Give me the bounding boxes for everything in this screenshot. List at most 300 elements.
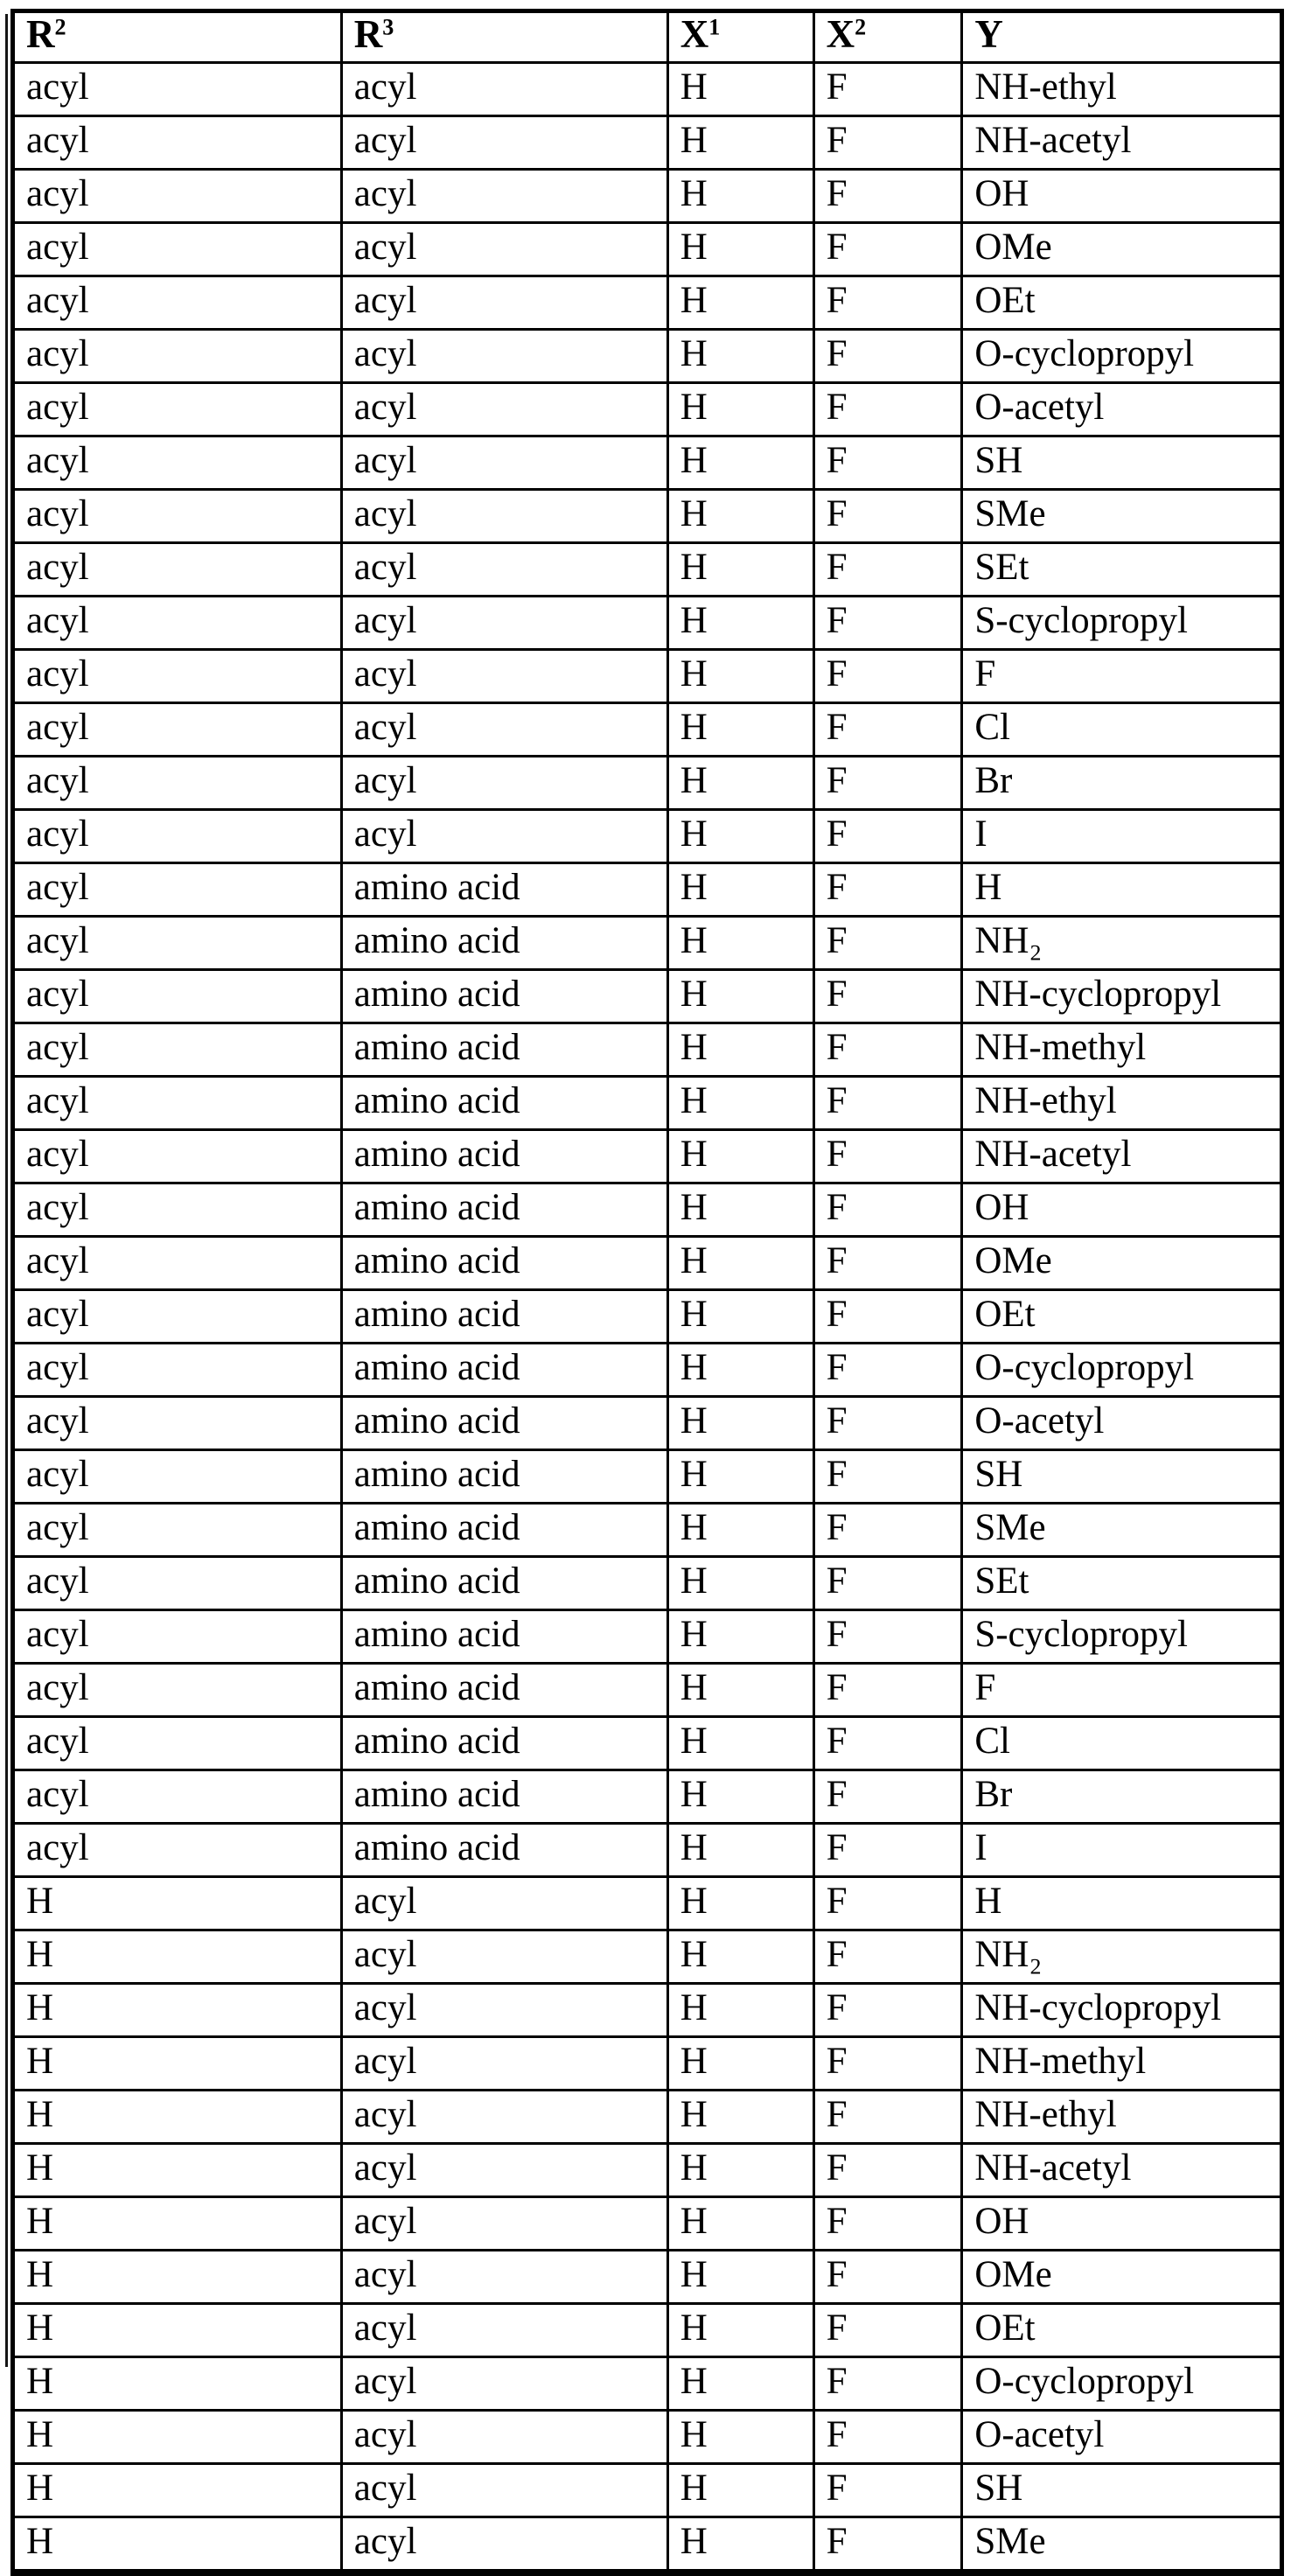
cell-x1: H bbox=[667, 1824, 813, 1877]
cell-y: SH bbox=[962, 1450, 1282, 1504]
table-row bbox=[13, 2517, 1282, 2573]
cell-r3: amino acid bbox=[341, 1397, 667, 1450]
table-row bbox=[13, 1344, 1282, 1397]
cell-x1: H bbox=[667, 2464, 813, 2517]
cell-y: I bbox=[962, 810, 1282, 863]
cell-x1: H bbox=[667, 1504, 813, 1557]
cell-r3: acyl bbox=[341, 543, 667, 597]
cell-x1: H bbox=[667, 2357, 813, 2411]
cell-r3: acyl bbox=[341, 2357, 667, 2411]
table-row bbox=[13, 1237, 1282, 1290]
cell-r3: acyl bbox=[341, 276, 667, 330]
cell-r2: acyl bbox=[13, 650, 342, 703]
cell-r2: H bbox=[13, 2091, 342, 2144]
cell-x2: F bbox=[813, 2037, 962, 2091]
cell-y: SH bbox=[962, 436, 1282, 490]
cell-r2: H bbox=[13, 2411, 342, 2464]
table-row bbox=[13, 1183, 1282, 1237]
cell-y: SMe bbox=[962, 2517, 1282, 2573]
cell-y: F bbox=[962, 650, 1282, 703]
cell-x2: F bbox=[813, 2411, 962, 2464]
cell-r2: acyl bbox=[13, 543, 342, 597]
cell-r2: acyl bbox=[13, 490, 342, 543]
table-row bbox=[13, 1984, 1282, 2037]
cell-x2: F bbox=[813, 223, 962, 276]
cell-r3: acyl bbox=[341, 1877, 667, 1930]
cell-r2: H bbox=[13, 1877, 342, 1930]
cell-x1: H bbox=[667, 703, 813, 757]
cell-y: Br bbox=[962, 1770, 1282, 1824]
cell-x2: F bbox=[813, 2357, 962, 2411]
cell-x2: F bbox=[813, 2251, 962, 2304]
cell-x1: H bbox=[667, 1984, 813, 2037]
table-row bbox=[13, 1557, 1282, 1610]
cell-x1: H bbox=[667, 810, 813, 863]
cell-x2: F bbox=[813, 383, 962, 436]
cell-x2: F bbox=[813, 703, 962, 757]
cell-r3: amino acid bbox=[341, 1130, 667, 1183]
cell-y: SMe bbox=[962, 490, 1282, 543]
cell-x1: H bbox=[667, 757, 813, 810]
cell-x1: H bbox=[667, 436, 813, 490]
cell-x2: F bbox=[813, 1450, 962, 1504]
cell-r3: acyl bbox=[341, 2304, 667, 2357]
cell-x1: H bbox=[667, 863, 813, 917]
cell-x2: F bbox=[813, 1717, 962, 1770]
cell-r2: acyl bbox=[13, 170, 342, 223]
table-row bbox=[13, 757, 1282, 810]
cell-x2: F bbox=[813, 63, 962, 116]
cell-y: OMe bbox=[962, 2251, 1282, 2304]
table-row bbox=[13, 383, 1282, 436]
table-row bbox=[13, 917, 1282, 970]
cell-x2: F bbox=[813, 1610, 962, 1664]
cell-x2: F bbox=[813, 1984, 962, 2037]
cell-x2: F bbox=[813, 1557, 962, 1610]
cell-y: OH bbox=[962, 170, 1282, 223]
table-row bbox=[13, 597, 1282, 650]
cell-y: NH-acetyl bbox=[962, 1130, 1282, 1183]
cell-x1: H bbox=[667, 2251, 813, 2304]
table-row bbox=[13, 1023, 1282, 1077]
table-row bbox=[13, 2304, 1282, 2357]
cell-y: SEt bbox=[962, 543, 1282, 597]
table-row bbox=[13, 1664, 1282, 1717]
cell-r2: acyl bbox=[13, 757, 342, 810]
cell-r3: amino acid bbox=[341, 1504, 667, 1557]
cell-x1: H bbox=[667, 490, 813, 543]
cell-r3: acyl bbox=[341, 757, 667, 810]
cell-y: NH₂ bbox=[962, 917, 1282, 970]
cell-r3: amino acid bbox=[341, 1344, 667, 1397]
cell-r2: acyl bbox=[13, 1504, 342, 1557]
header-row bbox=[13, 11, 1282, 63]
cell-r3: amino acid bbox=[341, 1610, 667, 1664]
cell-x1: H bbox=[667, 1183, 813, 1237]
cell-x1: H bbox=[667, 223, 813, 276]
cell-r2: acyl bbox=[13, 1824, 342, 1877]
cell-r3: amino acid bbox=[341, 863, 667, 917]
table-row bbox=[13, 650, 1282, 703]
cell-y: O-acetyl bbox=[962, 383, 1282, 436]
cell-x2: F bbox=[813, 1824, 962, 1877]
cell-x2: F bbox=[813, 116, 962, 170]
cell-r3: acyl bbox=[341, 490, 667, 543]
cell-r3: amino acid bbox=[341, 1557, 667, 1610]
table-row bbox=[13, 2037, 1282, 2091]
cell-x1: H bbox=[667, 650, 813, 703]
cell-r3: acyl bbox=[341, 223, 667, 276]
cell-y: Cl bbox=[962, 703, 1282, 757]
cell-x1: H bbox=[667, 2037, 813, 2091]
cell-r2: H bbox=[13, 2464, 342, 2517]
cell-y: O-cyclopropyl bbox=[962, 2357, 1282, 2411]
cell-x2: F bbox=[813, 2304, 962, 2357]
cell-r3: acyl bbox=[341, 1930, 667, 1984]
cell-r2: acyl bbox=[13, 970, 342, 1023]
cell-y: NH-acetyl bbox=[962, 116, 1282, 170]
cell-x1: H bbox=[667, 1930, 813, 1984]
cell-x2: F bbox=[813, 650, 962, 703]
cell-y: OEt bbox=[962, 1290, 1282, 1344]
table-row bbox=[13, 276, 1282, 330]
table-row bbox=[13, 223, 1282, 276]
header-cell-r3 bbox=[341, 11, 667, 63]
cell-x1: H bbox=[667, 1877, 813, 1930]
cell-r3: amino acid bbox=[341, 1824, 667, 1877]
cell-r2: acyl bbox=[13, 1610, 342, 1664]
table-row bbox=[13, 2411, 1282, 2464]
cell-y: SEt bbox=[962, 1557, 1282, 1610]
cell-x2: F bbox=[813, 757, 962, 810]
cell-x1: H bbox=[667, 1237, 813, 1290]
table-body bbox=[13, 63, 1282, 2573]
cell-r2: acyl bbox=[13, 1183, 342, 1237]
cell-x1: H bbox=[667, 2091, 813, 2144]
header-label: X bbox=[826, 12, 855, 57]
cell-y: NH-methyl bbox=[962, 1023, 1282, 1077]
cell-r2: acyl bbox=[13, 330, 342, 383]
cell-r3: acyl bbox=[341, 2037, 667, 2091]
table-row bbox=[13, 2197, 1282, 2251]
scan-artifact-line bbox=[5, 14, 8, 2367]
cell-r3: acyl bbox=[341, 116, 667, 170]
cell-x1: H bbox=[667, 2517, 813, 2573]
cell-x1: H bbox=[667, 2304, 813, 2357]
header-superscript: 1 bbox=[708, 14, 721, 40]
cell-y: H bbox=[962, 863, 1282, 917]
cell-r3: acyl bbox=[341, 703, 667, 757]
cell-y: SH bbox=[962, 2464, 1282, 2517]
cell-r2: H bbox=[13, 1984, 342, 2037]
cell-y: S-cyclopropyl bbox=[962, 1610, 1282, 1664]
cell-r2: H bbox=[13, 1930, 342, 1984]
cell-r3: amino acid bbox=[341, 1290, 667, 1344]
cell-x1: H bbox=[667, 1130, 813, 1183]
cell-x1: H bbox=[667, 917, 813, 970]
cell-y: Cl bbox=[962, 1717, 1282, 1770]
cell-x2: F bbox=[813, 1023, 962, 1077]
table-row bbox=[13, 63, 1282, 116]
header-superscript: 2 bbox=[855, 14, 867, 40]
table-row bbox=[13, 1397, 1282, 1450]
cell-y: NH-ethyl bbox=[962, 1077, 1282, 1130]
cell-r3: acyl bbox=[341, 63, 667, 116]
cell-y: O-cyclopropyl bbox=[962, 1344, 1282, 1397]
cell-r2: acyl bbox=[13, 1237, 342, 1290]
cell-x2: F bbox=[813, 1183, 962, 1237]
cell-x2: F bbox=[813, 490, 962, 543]
cell-r2: acyl bbox=[13, 863, 342, 917]
cell-x2: F bbox=[813, 917, 962, 970]
cell-y: OMe bbox=[962, 1237, 1282, 1290]
cell-x1: H bbox=[667, 1770, 813, 1824]
table-row bbox=[13, 330, 1282, 383]
cell-y: O-cyclopropyl bbox=[962, 330, 1282, 383]
table-row bbox=[13, 170, 1282, 223]
cell-r3: amino acid bbox=[341, 1770, 667, 1824]
cell-y: I bbox=[962, 1824, 1282, 1877]
cell-y: F bbox=[962, 1664, 1282, 1717]
cell-x2: F bbox=[813, 2144, 962, 2197]
cell-x2: F bbox=[813, 1664, 962, 1717]
cell-x2: F bbox=[813, 543, 962, 597]
cell-x1: H bbox=[667, 2197, 813, 2251]
cell-r3: acyl bbox=[341, 2144, 667, 2197]
header-label: R bbox=[353, 12, 383, 57]
cell-x1: H bbox=[667, 1077, 813, 1130]
cell-x1: H bbox=[667, 1664, 813, 1717]
cell-x1: H bbox=[667, 543, 813, 597]
table-row bbox=[13, 2464, 1282, 2517]
cell-r3: acyl bbox=[341, 383, 667, 436]
cell-x1: H bbox=[667, 276, 813, 330]
table-row bbox=[13, 1290, 1282, 1344]
table-row bbox=[13, 1770, 1282, 1824]
cell-r2: H bbox=[13, 2357, 342, 2411]
cell-x1: H bbox=[667, 1397, 813, 1450]
cell-x1: H bbox=[667, 2411, 813, 2464]
cell-y: H bbox=[962, 1877, 1282, 1930]
cell-r3: amino acid bbox=[341, 1237, 667, 1290]
table-row bbox=[13, 863, 1282, 917]
header-label: Y bbox=[974, 12, 1003, 57]
cell-x1: H bbox=[667, 1557, 813, 1610]
cell-x2: F bbox=[813, 1397, 962, 1450]
cell-x2: F bbox=[813, 1130, 962, 1183]
header-cell-r2 bbox=[13, 11, 342, 63]
cell-r2: acyl bbox=[13, 917, 342, 970]
cell-x2: F bbox=[813, 276, 962, 330]
table-row bbox=[13, 436, 1282, 490]
cell-r3: amino acid bbox=[341, 1664, 667, 1717]
cell-r2: acyl bbox=[13, 810, 342, 863]
cell-r2: acyl bbox=[13, 436, 342, 490]
header-cell-x2 bbox=[813, 11, 962, 63]
cell-r3: amino acid bbox=[341, 1450, 667, 1504]
header-superscript: 2 bbox=[54, 14, 66, 40]
cell-x1: H bbox=[667, 597, 813, 650]
cell-x2: F bbox=[813, 970, 962, 1023]
table-row bbox=[13, 1450, 1282, 1504]
cell-r2: H bbox=[13, 2197, 342, 2251]
cell-r2: acyl bbox=[13, 276, 342, 330]
table-row bbox=[13, 116, 1282, 170]
table-row bbox=[13, 2091, 1282, 2144]
table-row bbox=[13, 1504, 1282, 1557]
cell-r2: acyl bbox=[13, 383, 342, 436]
cell-y: O-acetyl bbox=[962, 2411, 1282, 2464]
cell-y: NH-acetyl bbox=[962, 2144, 1282, 2197]
cell-r3: acyl bbox=[341, 2197, 667, 2251]
cell-r3: acyl bbox=[341, 1984, 667, 2037]
cell-r3: acyl bbox=[341, 170, 667, 223]
cell-r3: acyl bbox=[341, 330, 667, 383]
cell-r3: amino acid bbox=[341, 1183, 667, 1237]
cell-y: O-acetyl bbox=[962, 1397, 1282, 1450]
cell-x2: F bbox=[813, 1237, 962, 1290]
cell-r2: acyl bbox=[13, 1397, 342, 1450]
cell-y: NH-ethyl bbox=[962, 63, 1282, 116]
cell-x1: H bbox=[667, 1023, 813, 1077]
cell-x2: F bbox=[813, 170, 962, 223]
table-row bbox=[13, 1610, 1282, 1664]
table-row bbox=[13, 2357, 1282, 2411]
header-label: R bbox=[26, 12, 55, 57]
cell-r2: acyl bbox=[13, 1023, 342, 1077]
cell-r3: amino acid bbox=[341, 1717, 667, 1770]
cell-r2: acyl bbox=[13, 1557, 342, 1610]
cell-r3: acyl bbox=[341, 2091, 667, 2144]
cell-r2: H bbox=[13, 2517, 342, 2573]
header-cell-x1 bbox=[667, 11, 813, 63]
cell-x1: H bbox=[667, 1717, 813, 1770]
cell-r2: acyl bbox=[13, 1770, 342, 1824]
cell-r3: acyl bbox=[341, 650, 667, 703]
cell-r3: amino acid bbox=[341, 1023, 667, 1077]
cell-r2: acyl bbox=[13, 1717, 342, 1770]
header-superscript: 3 bbox=[382, 14, 394, 40]
cell-y: NH-cyclopropyl bbox=[962, 970, 1282, 1023]
cell-r3: acyl bbox=[341, 436, 667, 490]
cell-r2: H bbox=[13, 2304, 342, 2357]
table-row bbox=[13, 1717, 1282, 1770]
cell-x1: H bbox=[667, 330, 813, 383]
cell-x2: F bbox=[813, 1290, 962, 1344]
table-row bbox=[13, 2144, 1282, 2197]
cell-y: SMe bbox=[962, 1504, 1282, 1557]
cell-r2: acyl bbox=[13, 1077, 342, 1130]
cell-r3: acyl bbox=[341, 2251, 667, 2304]
cell-r2: acyl bbox=[13, 1130, 342, 1183]
table-row bbox=[13, 1077, 1282, 1130]
cell-x1: H bbox=[667, 1290, 813, 1344]
table-row bbox=[13, 1130, 1282, 1183]
cell-r3: acyl bbox=[341, 2411, 667, 2464]
cell-r3: amino acid bbox=[341, 917, 667, 970]
cell-r3: amino acid bbox=[341, 1077, 667, 1130]
cell-x1: H bbox=[667, 970, 813, 1023]
cell-x1: H bbox=[667, 1610, 813, 1664]
cell-x2: F bbox=[813, 1077, 962, 1130]
header-cell-y bbox=[962, 11, 1282, 63]
table-row bbox=[13, 2251, 1282, 2304]
cell-x1: H bbox=[667, 63, 813, 116]
cell-x2: F bbox=[813, 330, 962, 383]
header-label: X bbox=[680, 12, 709, 57]
cell-x2: F bbox=[813, 1344, 962, 1397]
cell-y: Br bbox=[962, 757, 1282, 810]
cell-y: NH-methyl bbox=[962, 2037, 1282, 2091]
cell-x1: H bbox=[667, 383, 813, 436]
cell-r3: amino acid bbox=[341, 970, 667, 1023]
cell-r2: H bbox=[13, 2037, 342, 2091]
table-row bbox=[13, 543, 1282, 597]
cell-r2: H bbox=[13, 2251, 342, 2304]
cell-y: OMe bbox=[962, 223, 1282, 276]
cell-y: S-cyclopropyl bbox=[962, 597, 1282, 650]
cell-x2: F bbox=[813, 1877, 962, 1930]
cell-r2: acyl bbox=[13, 223, 342, 276]
cell-r2: acyl bbox=[13, 63, 342, 116]
cell-x1: H bbox=[667, 2144, 813, 2197]
cell-r2: acyl bbox=[13, 1290, 342, 1344]
cell-r3: acyl bbox=[341, 2517, 667, 2573]
cell-y: NH-ethyl bbox=[962, 2091, 1282, 2144]
cell-x1: H bbox=[667, 116, 813, 170]
table-row bbox=[13, 1930, 1282, 1984]
cell-x2: F bbox=[813, 597, 962, 650]
cell-x2: F bbox=[813, 1504, 962, 1557]
cell-r3: acyl bbox=[341, 810, 667, 863]
cell-r3: acyl bbox=[341, 2464, 667, 2517]
cell-y: OEt bbox=[962, 276, 1282, 330]
cell-x1: H bbox=[667, 1344, 813, 1397]
cell-r2: acyl bbox=[13, 1664, 342, 1717]
cell-r2: H bbox=[13, 2144, 342, 2197]
cell-x2: F bbox=[813, 2197, 962, 2251]
table-row bbox=[13, 810, 1282, 863]
table-row bbox=[13, 490, 1282, 543]
cell-y: NH-cyclopropyl bbox=[962, 1984, 1282, 2037]
cell-y: OEt bbox=[962, 2304, 1282, 2357]
cell-y: OH bbox=[962, 1183, 1282, 1237]
cell-x2: F bbox=[813, 436, 962, 490]
cell-x1: H bbox=[667, 1450, 813, 1504]
cell-x2: F bbox=[813, 2091, 962, 2144]
cell-x2: F bbox=[813, 863, 962, 917]
table-row bbox=[13, 970, 1282, 1023]
cell-x2: F bbox=[813, 1930, 962, 1984]
cell-x2: F bbox=[813, 810, 962, 863]
cell-r2: acyl bbox=[13, 597, 342, 650]
cell-x1: H bbox=[667, 170, 813, 223]
table-row bbox=[13, 1877, 1282, 1930]
cell-r2: acyl bbox=[13, 703, 342, 757]
cell-r3: acyl bbox=[341, 597, 667, 650]
cell-r2: acyl bbox=[13, 116, 342, 170]
table-row bbox=[13, 703, 1282, 757]
cell-x2: F bbox=[813, 1770, 962, 1824]
table-row bbox=[13, 1824, 1282, 1877]
cell-r2: acyl bbox=[13, 1344, 342, 1397]
cell-x2: F bbox=[813, 2464, 962, 2517]
cell-y: NH₂ bbox=[962, 1930, 1282, 1984]
cell-y: OH bbox=[962, 2197, 1282, 2251]
cell-x2: F bbox=[813, 2517, 962, 2573]
cell-r2: acyl bbox=[13, 1450, 342, 1504]
substituent-table bbox=[10, 9, 1284, 2576]
